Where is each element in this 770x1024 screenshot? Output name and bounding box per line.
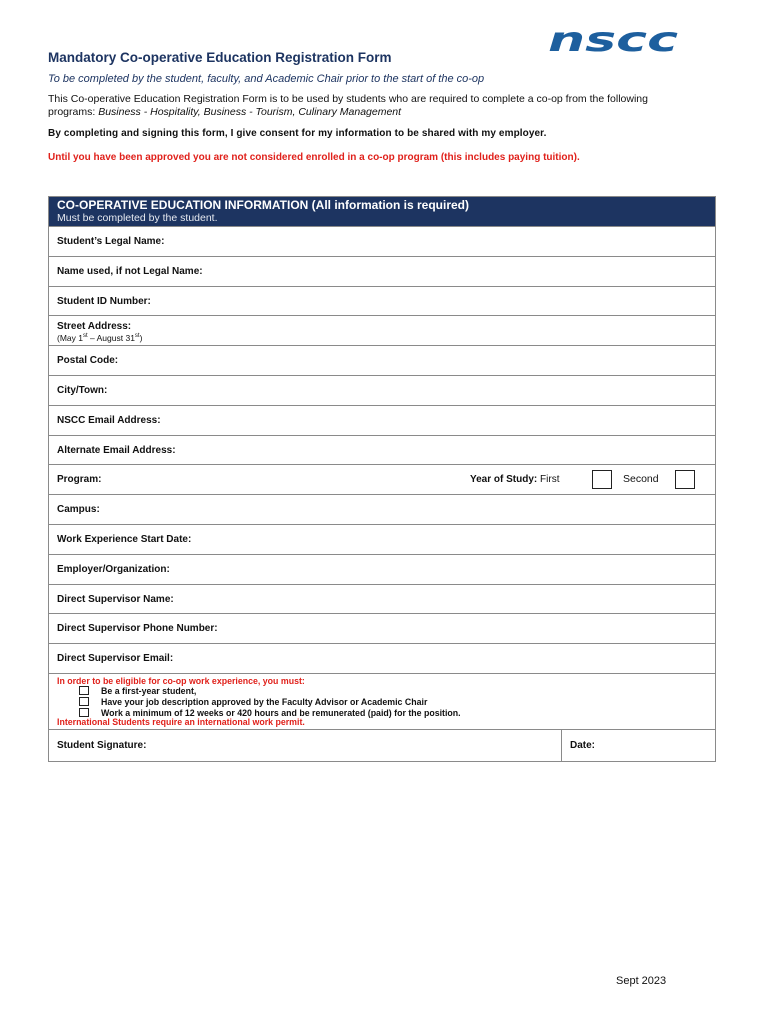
nscc-email-label: NSCC Email Address: — [57, 414, 161, 426]
campus-field[interactable] — [49, 494, 715, 524]
employer-field[interactable] — [49, 554, 715, 584]
signature-label: Student Signature: — [57, 739, 147, 751]
section-header — [49, 197, 715, 226]
year-of-study-label: Year of Study: — [470, 474, 538, 486]
first-year-label: First — [540, 474, 560, 486]
international-note: International Students require an international work permit. — [57, 716, 305, 727]
supervisor-name-field[interactable] — [49, 584, 715, 614]
program-label: Program: — [57, 474, 102, 486]
city-label: City/Town: — [57, 384, 108, 396]
legal-name-field[interactable] — [49, 226, 715, 256]
postal-code-label: Postal Code: — [57, 355, 119, 367]
footer-date: Sept 2023 — [616, 975, 667, 987]
alternate-email-field[interactable] — [49, 435, 715, 465]
nscc-email-field[interactable] — [49, 405, 715, 435]
city-field[interactable] — [49, 375, 715, 405]
street-address-field[interactable] — [49, 315, 715, 345]
nscc-logo — [548, 22, 680, 56]
used-name-label: Name used, if not Legal Name: — [57, 265, 203, 277]
consent-statement: By completing and signing this form, I give consent for my information to be shared with my employer. — [48, 128, 547, 139]
eligibility-checkbox[interactable] — [79, 697, 89, 706]
street-address-label: Street Address: — [57, 321, 132, 333]
svg-text:nscc: nscc — [548, 22, 678, 56]
start-date-label: Work Experience Start Date: — [57, 533, 192, 545]
employer-label: Employer/Organization: — [57, 563, 170, 575]
postal-code-field[interactable] — [49, 345, 715, 375]
street-address-note: (May 1st – August 31st) — [57, 333, 143, 344]
eligibility-heading: In order to be eligible for co-op work experience, you must: — [57, 675, 305, 686]
registration-form — [48, 196, 716, 762]
supervisor-phone-label: Direct Supervisor Phone Number: — [57, 623, 218, 635]
program-field[interactable] — [49, 464, 715, 494]
first-year-checkbox[interactable] — [592, 470, 612, 489]
page-title: Mandatory Co-operative Education Registration Form — [48, 50, 392, 65]
program-list: Business - Hospitality, Business - Tourism, Culinary Management — [98, 105, 402, 118]
alternate-email-label: Alternate Email Address: — [57, 444, 176, 456]
enrollment-warning: Until you have been approved you are not considered enrolled in a co-op program (this includes paying tuition). — [48, 152, 580, 163]
page-subtitle: To be completed by the student, faculty, and Academic Chair prior to the start of the co-op — [48, 73, 485, 85]
legal-name-label: Student’s Legal Name: — [57, 236, 165, 247]
eligibility-checkbox[interactable] — [79, 686, 89, 695]
signature-divider — [561, 730, 562, 761]
supervisor-email-label: Direct Supervisor Email: — [57, 653, 174, 665]
supervisor-phone-field[interactable] — [49, 613, 715, 643]
eligibility-checkbox[interactable] — [79, 708, 89, 717]
second-year-label: Second — [623, 473, 659, 486]
used-name-field[interactable] — [49, 256, 715, 286]
start-date-field[interactable] — [49, 524, 715, 554]
signature-row — [49, 729, 715, 761]
supervisor-email-field[interactable] — [49, 643, 715, 673]
student-id-label: Student ID Number: — [57, 295, 151, 307]
section-subtitle: Must be completed by the student. — [57, 212, 218, 224]
student-id-field[interactable] — [49, 286, 715, 316]
campus-label: Campus: — [57, 504, 100, 516]
section-title: CO-OPERATIVE EDUCATION INFORMATION (All information is required) — [57, 198, 470, 212]
year-of-study — [470, 474, 559, 485]
date-label: Date: — [570, 739, 596, 751]
second-year-checkbox[interactable] — [675, 470, 695, 489]
intro-paragraph: This Co-operative Education Registration Form is to be used by students who are required to complete a co-op from the following programs: Business - Hospitality, Business - Tourism, Culinary Management — [48, 93, 648, 118]
supervisor-name-label: Direct Supervisor Name: — [57, 593, 174, 605]
eligibility-section: In order to be eligible for co-op work experience, you must: Be a first-year student, Have your job description approved by the Faculty Advisor or Academic Chair Work a minimum of 12 weeks or 420 hours and be remunerated (paid) for the position. International Students require an international work permit. — [49, 673, 715, 729]
